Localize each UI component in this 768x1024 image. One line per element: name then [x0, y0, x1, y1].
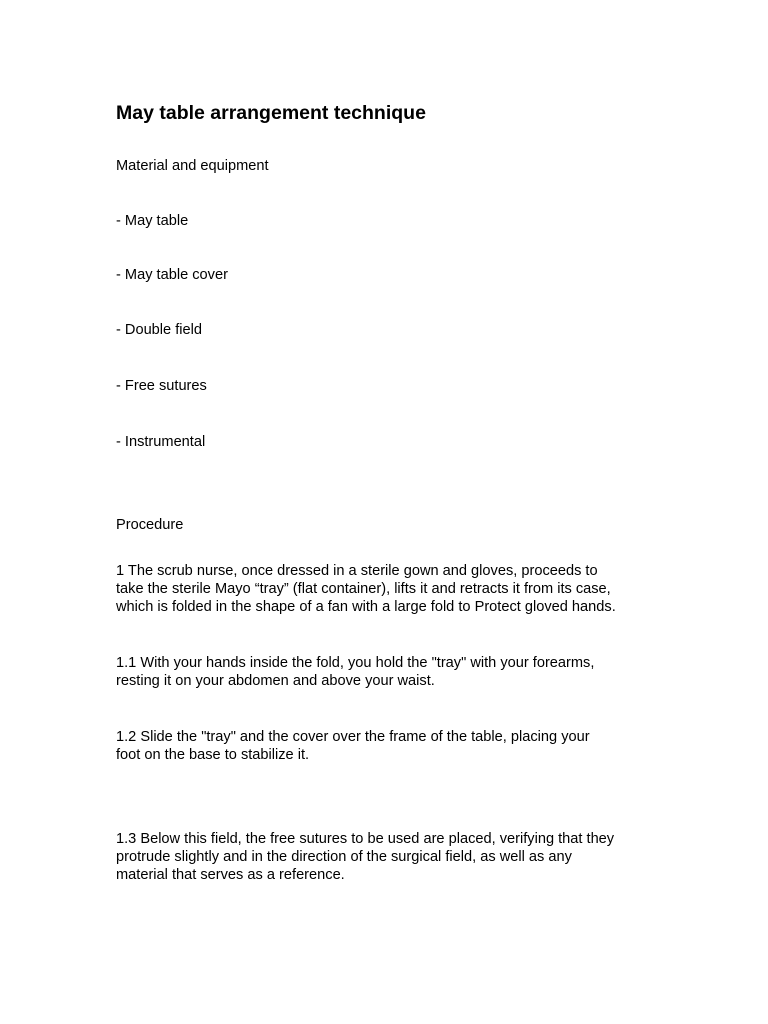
procedure-step-1-2	[116, 728, 676, 764]
material-item-double-field: - Double field	[116, 322, 202, 338]
page-title: May table arrangement technique	[116, 102, 426, 124]
step-line: take the sterile Mayo “tray” (flat container), lifts it and retracts it from its case,	[116, 581, 611, 597]
materials-heading: Material and equipment	[116, 158, 269, 174]
step-line: 1.3 Below this field, the free sutures to be used are placed, verifying that they	[116, 831, 615, 847]
material-item-free-sutures: - Free sutures	[116, 378, 207, 394]
procedure-step-1-3	[116, 830, 676, 884]
procedure-step-1-1	[116, 654, 676, 690]
step-line: 1 The scrub nurse, once dressed in a sterile gown and gloves, proceeds to	[116, 563, 598, 579]
material-item-may-table-cover: - May table cover	[116, 267, 228, 283]
material-item-instrumental: - Instrumental	[116, 434, 206, 450]
step-line: 1.2 Slide the "tray" and the cover over the frame of the table, placing your	[116, 729, 590, 745]
step-line: protrude slightly and in the direction of the surgical field, as well as any	[116, 849, 572, 865]
procedure-heading: Procedure	[116, 517, 184, 533]
step-line: 1.1 With your hands inside the fold, you hold the "tray" with your forearms,	[116, 655, 595, 671]
step-line: which is folded in the shape of a fan with a large fold to Protect gloved hands.	[116, 599, 616, 615]
step-line: material that serves as a reference.	[116, 867, 345, 883]
material-item-may-table: - May table	[116, 213, 189, 229]
procedure-step-1	[116, 562, 676, 616]
step-line: resting it on your abdomen and above your waist.	[116, 673, 435, 689]
step-line: foot on the base to stabilize it.	[116, 747, 310, 763]
